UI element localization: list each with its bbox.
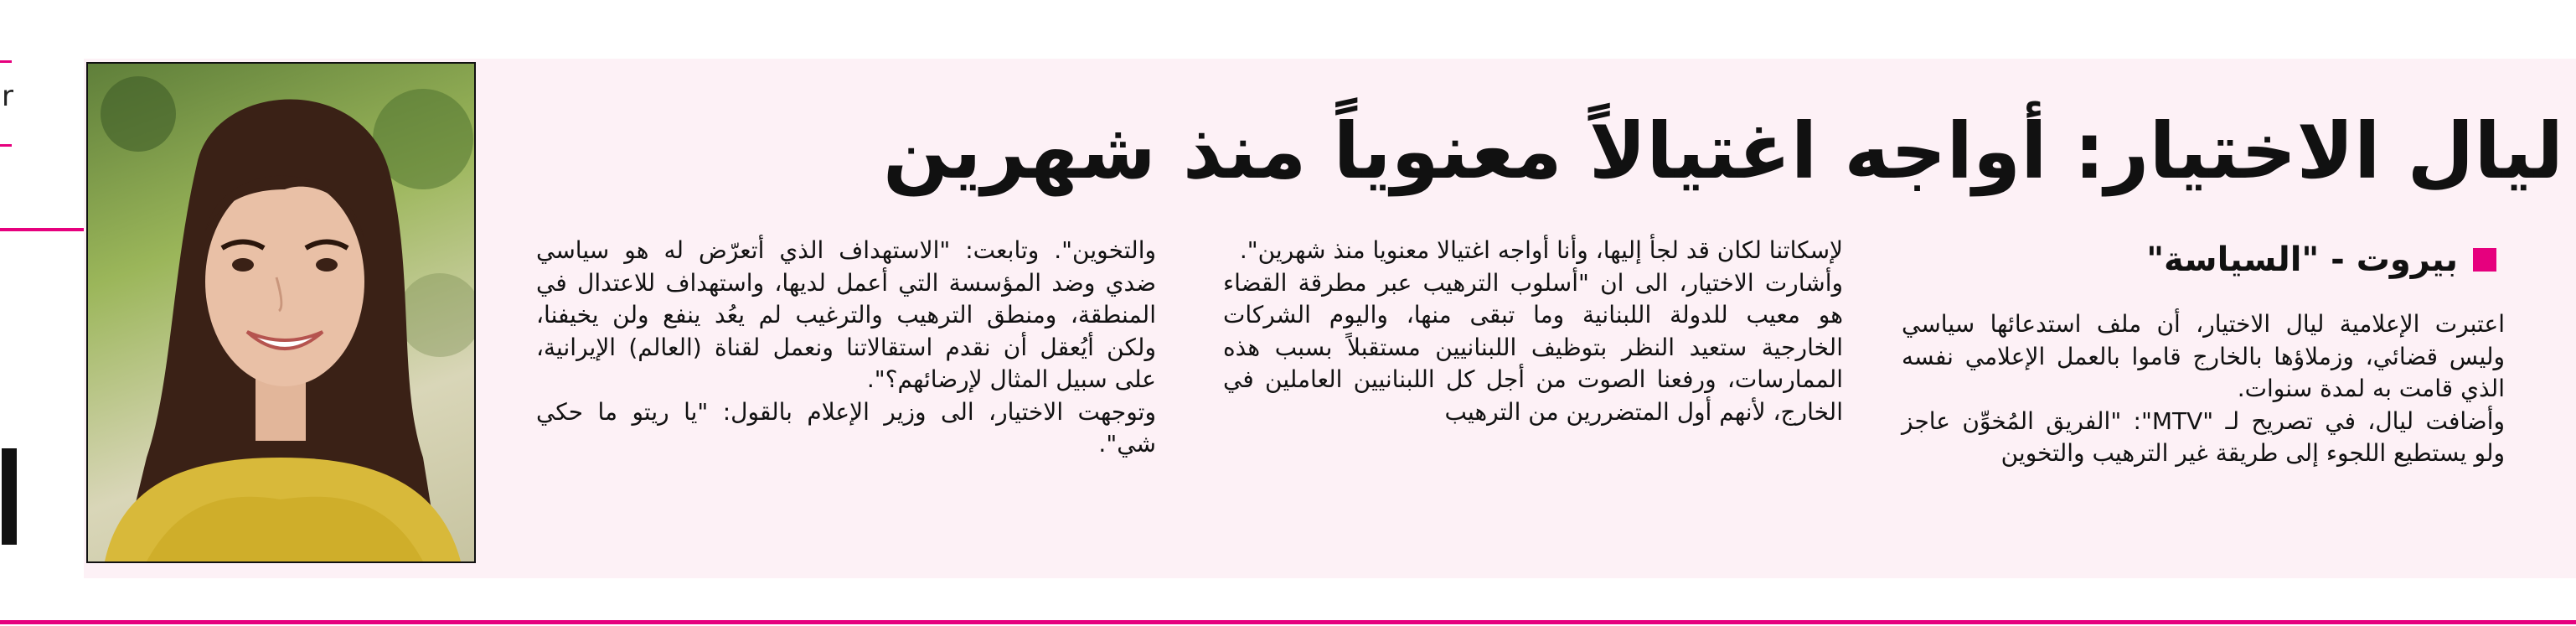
byline-text: بيروت - "السياسة" [2146,241,2458,279]
adjacent-black-bar [2,448,17,545]
article-column-2 [1223,235,1843,428]
byline-marker-icon [2473,248,2496,272]
article-column-1 [1902,308,2505,470]
accent-rule [0,144,12,147]
paragraph: وأضافت ليال، في تصريح لـ "MTV": "الفريق المُخوِّن عاجز ولو يستطيع اللجوء إلى طريقة غير الترهيب والتخوين [1902,406,2506,467]
portrait-illustration [88,64,474,561]
accent-rule [0,620,2576,624]
paragraph: وتوجهت الاختيار، الى وزير الإعلام بالقول: "يا ريتو ما حكي شي". [536,397,1156,458]
accent-rule [0,228,84,231]
adjacent-text-fragment: r [2,80,13,113]
paragraph: وأشارت الاختيار، الى ان "أسلوب الترهيب عبر مطرقة القضاء هو معيب للدولة اللبنانية وما تبقى منها، واليوم الشركات الخارجية ستعيد النظر بتوظيف اللبنانيين مستقبلاً بسبب هذه الممارسات، ورفعنا الصوت من أجل كل اللبنانيين العاملين في الخارج، لأنهم أول المتضررين من الترهيب [1223,268,1843,426]
article-photo [86,62,476,563]
article-byline [2146,241,2496,278]
article-headline: ليال الاختيار: أواجه اغتيالاً معنوياً منذ شهرين [883,106,2563,196]
paragraph: والتخوين". وتابعت: "الاستهداف الذي أتعرّض له هو سياسي ضدي وضد المؤسسة التي أعمل لديها، واستهداف للاعتدال في المنطقة، ومنطق الترهيب والترغيب لم يعُد ينفع ولن يخيفنا، ولكن أيُعقل أن نقدم استقالاتنا ونعمل لقناة (العالم) الإيرانية، على سبيل المثال لإرضائهم؟". [536,236,1156,393]
paragraph: اعتبرت الإعلامية ليال الاختيار، أن ملف استدعائها سياسي وليس قضائي، وزملاؤها بالخارج قاموا بالعمل الإعلامي نفسه الذي قامت به لمدة سنوات. [1902,310,2505,402]
accent-rule [0,60,12,63]
paragraph: لإسكاتنا لكان قد لجأ إليها، وأنا أواجه اغتيالا معنويا منذ شهرين". [1239,236,1843,264]
article-column-3 [536,235,1156,461]
